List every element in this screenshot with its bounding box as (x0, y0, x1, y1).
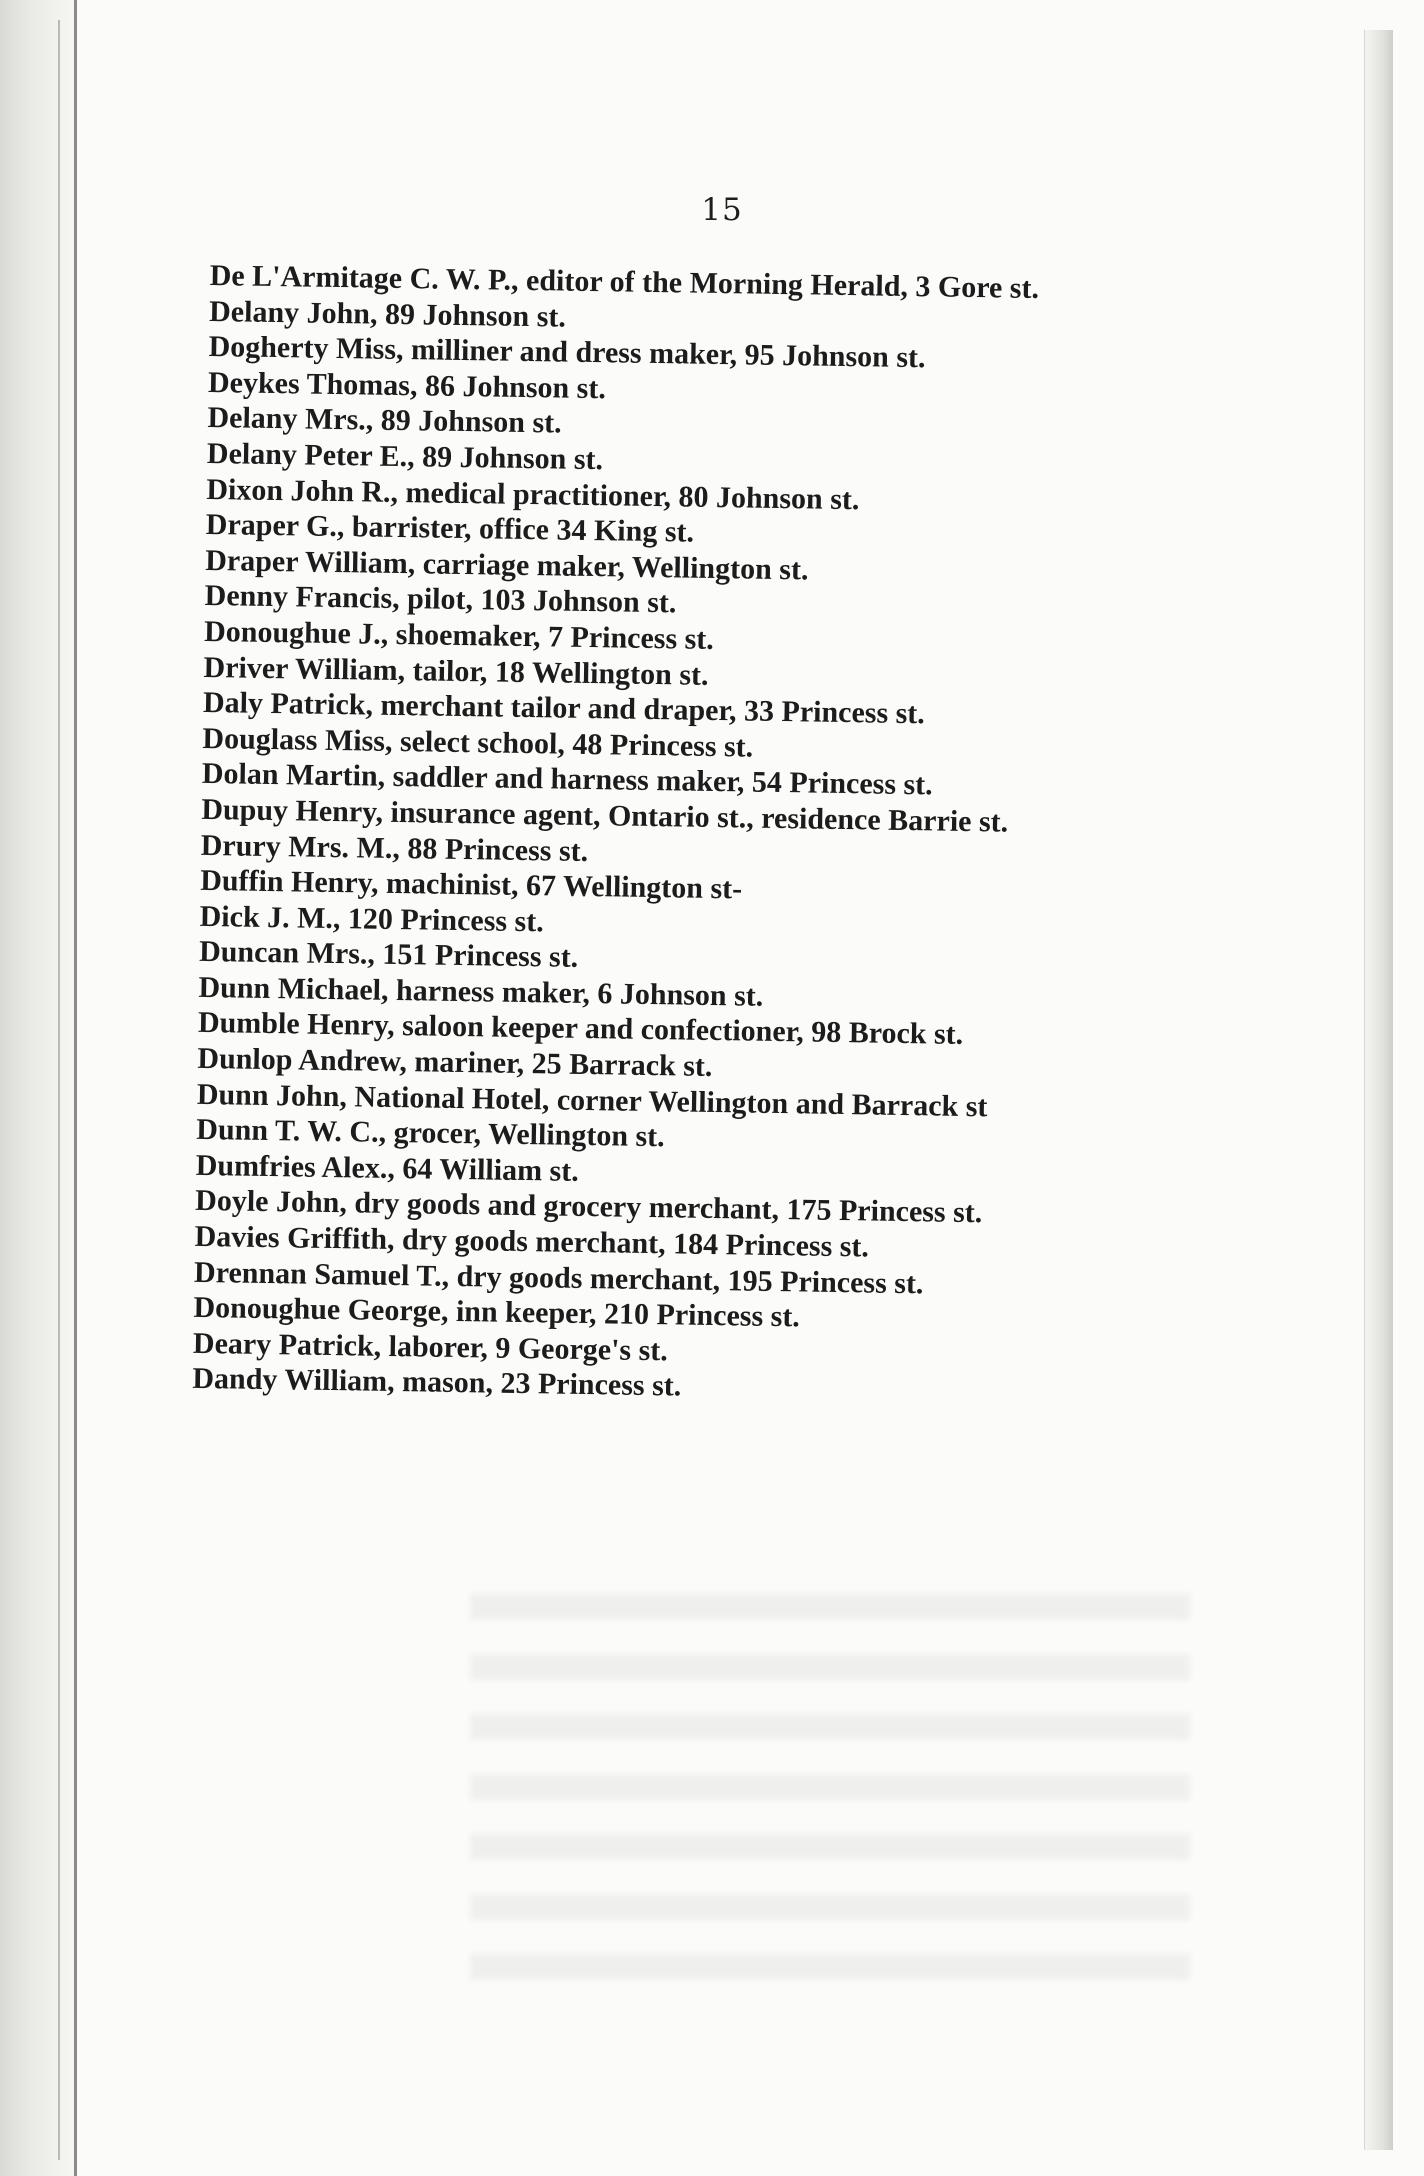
directory-entry: Dixon John R., medical practitioner, 80 Johnson st. (206, 472, 860, 516)
directory-entry: De L'Armitage C. W. P., editor of the Morning Herald, 3 Gore st. (209, 258, 1040, 306)
binding-edge-line (58, 20, 60, 2160)
directory-entry: Douglass Miss, select school, 48 Princess st. (202, 721, 754, 764)
bleed-through-text (470, 1560, 1190, 1980)
directory-entry: Dunn Michael, harness maker, 6 Johnson st. (198, 970, 764, 1013)
directory-entry: Donoughue George, inn keeper, 210 Princess st. (193, 1291, 801, 1334)
directory-entry: Donoughue J., shoemaker, 7 Princess st. (203, 614, 715, 656)
directory-entry: Dick J. M., 120 Princess st. (199, 899, 545, 939)
directory-entry: Dunlop Andrew, mariner, 25 Barrack st. (197, 1041, 713, 1084)
directory-entry: Dogherty Miss, milliner and dress maker, 95 Johnson st. (208, 330, 926, 375)
page-number: 15 (701, 192, 743, 228)
directory-entry: Dandy William, mason, 23 Princess st. (192, 1362, 682, 1403)
directory-entry: Doyle John, dry goods and grocery merchant, 175 Princess st. (194, 1184, 983, 1230)
directory-entry: Dolan Martin, saddler and harness maker, 54 Princess st. (201, 757, 933, 802)
directory-entry: Dupuy Henry, insurance agent, Ontario st., residence Barrie st. (201, 792, 1009, 839)
directory-entry: Dunn John, National Hotel, corner Wellington and Barrack st (196, 1077, 988, 1123)
directory-entry: Denny Francis, pilot, 103 Johnson st. (204, 579, 677, 620)
directory-entry: Draper William, carriage maker, Wellington st. (204, 543, 809, 587)
directory-entry: Draper G., barrister, office 34 King st. (205, 508, 695, 549)
page-edge-shadow (1364, 30, 1393, 2150)
directory-entry: Dumble Henry, saloon keeper and confectioner, 98 Brock st. (197, 1006, 964, 1052)
directory-entry: Drury Mrs. M., 88 Princess st. (200, 828, 589, 868)
directory-entry: Dumfries Alex., 64 William st. (195, 1148, 580, 1188)
directory-entry: Delany Peter E., 89 Johnson st. (206, 436, 604, 477)
directory-entry: Driver William, tailor, 18 Wellington st. (203, 650, 709, 692)
directory-entry: Duncan Mrs., 151 Princess st. (198, 935, 579, 975)
book-binding (0, 0, 77, 2176)
directory-entry: Drennan Samuel T., dry goods merchant, 195 Princess st. (193, 1255, 924, 1300)
directory-entry: Deykes Thomas, 86 Johnson st. (207, 365, 607, 406)
directory-entries (192, 258, 1220, 1413)
directory-entry: Deary Patrick, laborer, 9 George's st. (192, 1326, 669, 1368)
directory-entry: Daly Patrick, merchant tailor and draper, 33 Princess st. (202, 686, 926, 731)
directory-entry: Delany John, 89 Johnson st. (208, 294, 567, 334)
directory-entry: Delany Mrs., 89 Johnson st. (207, 401, 562, 440)
directory-entry: Davies Griffith, dry goods merchant, 184 Princess st. (194, 1219, 870, 1264)
directory-entry: Duffin Henry, machinist, 67 Wellington st- (199, 864, 743, 906)
directory-entry: Dunn T. W. C., grocer, Wellington st. (196, 1113, 665, 1154)
